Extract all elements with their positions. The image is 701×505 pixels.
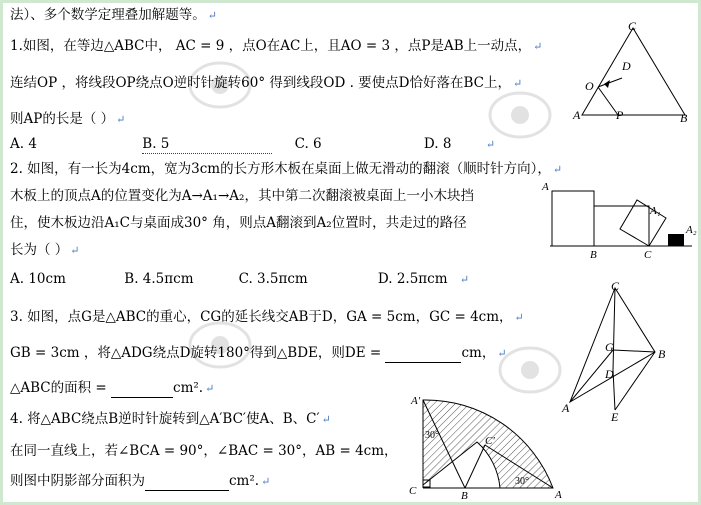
q3-label-a: A (562, 401, 570, 415)
q3-line3: △ABC的面积 = cm². ↵ (10, 380, 215, 396)
q2-label-a1: A₁ (650, 205, 661, 217)
q3-blank-de[interactable] (385, 344, 461, 363)
q1-options: A. 4 B. 5 C. 6 D. 8 ↵ (10, 136, 496, 152)
q4-label-a: A (555, 489, 562, 501)
q2-line4: 长为（ ） ↵ (10, 242, 80, 258)
q1-line3: 则AP的长是（ ） ↵ (10, 111, 126, 127)
header-line: 法）、多个数学定理叠加解题等。 ↵ (10, 7, 217, 23)
q2-label-c: C (644, 249, 652, 260)
q2-option-a: A. 10cm (10, 271, 66, 287)
q1-line2: 连结OP ，将线段OP绕点O逆时针旋转60° 得到线段OD . 要使点D恰好落在BC上， ↵ (10, 75, 523, 91)
q1-label-d: D (622, 59, 631, 73)
q2-line2: 木板上的顶点A的位置变化为A→A₁→A₂，其中第二次翻滚被桌面上一小木块挡 (10, 188, 474, 204)
q1-option-d: D. 8 (423, 136, 452, 152)
q4-label-b: B (461, 490, 468, 502)
q2-option-d: D. 2.5πcm (377, 271, 448, 287)
q3-label-b: B (658, 347, 666, 361)
q2-figure (540, 176, 698, 260)
q4-line2: 在同一直线上，若∠BCA = 90°，∠BAC = 30°，AB = 4cm， (10, 443, 398, 459)
q3-line2: GB = 3cm ，将△ADG绕点D旋转180°得到△BDE，则DE = cm， ↵ (10, 345, 507, 361)
q1-figure (570, 20, 695, 130)
q3-label-g: G (605, 340, 614, 354)
q1-option-a: A. 4 (10, 136, 37, 152)
q4-label-angle1: 30° (425, 430, 439, 441)
q1-line1: 1.如图，在等边△ABC中， AC = 9 ，点O在AC上，且AO = 3 ，点P是AB上一动点， ↵ (10, 38, 543, 54)
q3-label-e: E (611, 410, 619, 424)
q3-label-c: C (611, 280, 620, 293)
q1-label-c: C (628, 20, 637, 33)
q2-option-c: C. 3.5πcm (238, 271, 308, 287)
q3-line1: 3. 如图，点G是△ABC的重心，CG的延长线交AB于D，GA = 5cm，GC = 4cm， ↵ (10, 309, 524, 325)
q2-option-b: B. 4.5πcm (124, 271, 194, 287)
q1-label-a: A (573, 108, 581, 122)
q1-label-p: P (616, 108, 624, 122)
q1-option-b: B. 5 (142, 135, 272, 154)
q3-blank-area[interactable] (111, 379, 173, 398)
q4-line1: 4. 将△ABC绕点B逆时针旋转到△A′BC′使A、B、C′ ↵ (10, 411, 331, 427)
q1-label-b: B (680, 111, 688, 125)
q2-label-a2: A₂ (686, 224, 697, 236)
q4-blank-area[interactable] (145, 472, 229, 491)
q2-options: A. 10cm B. 4.5πcm C. 3.5πcm D. 2.5πcm ↵ (10, 271, 470, 287)
q4-figure (405, 390, 570, 502)
q3-figure (555, 280, 675, 425)
q1-label-o: O (585, 79, 594, 93)
q2-line3: 住，使木板边沿A₁C与桌面成30° 角，则点A翻滚到A₂位置时，共走过的路径 (10, 215, 467, 231)
q4-line3: 则图中阴影部分面积为 cm². ↵ (10, 473, 271, 489)
q3-label-d: D (605, 367, 614, 381)
q4-label-c1: C' (485, 435, 495, 447)
q4-label-angle2: 30° (515, 476, 529, 487)
q1-option-c: C. 6 (294, 136, 322, 152)
q4-label-a1: A' (411, 395, 421, 407)
q2-line1: 2. 如图，有一长为4cm，宽为3cm的长方形木板在桌面上做无滑动的翻滚（顺时针方向）， ↵ (10, 161, 563, 177)
q2-label-a: A (542, 181, 549, 193)
q2-label-b: B (590, 249, 597, 260)
q4-label-c: C (409, 485, 417, 497)
